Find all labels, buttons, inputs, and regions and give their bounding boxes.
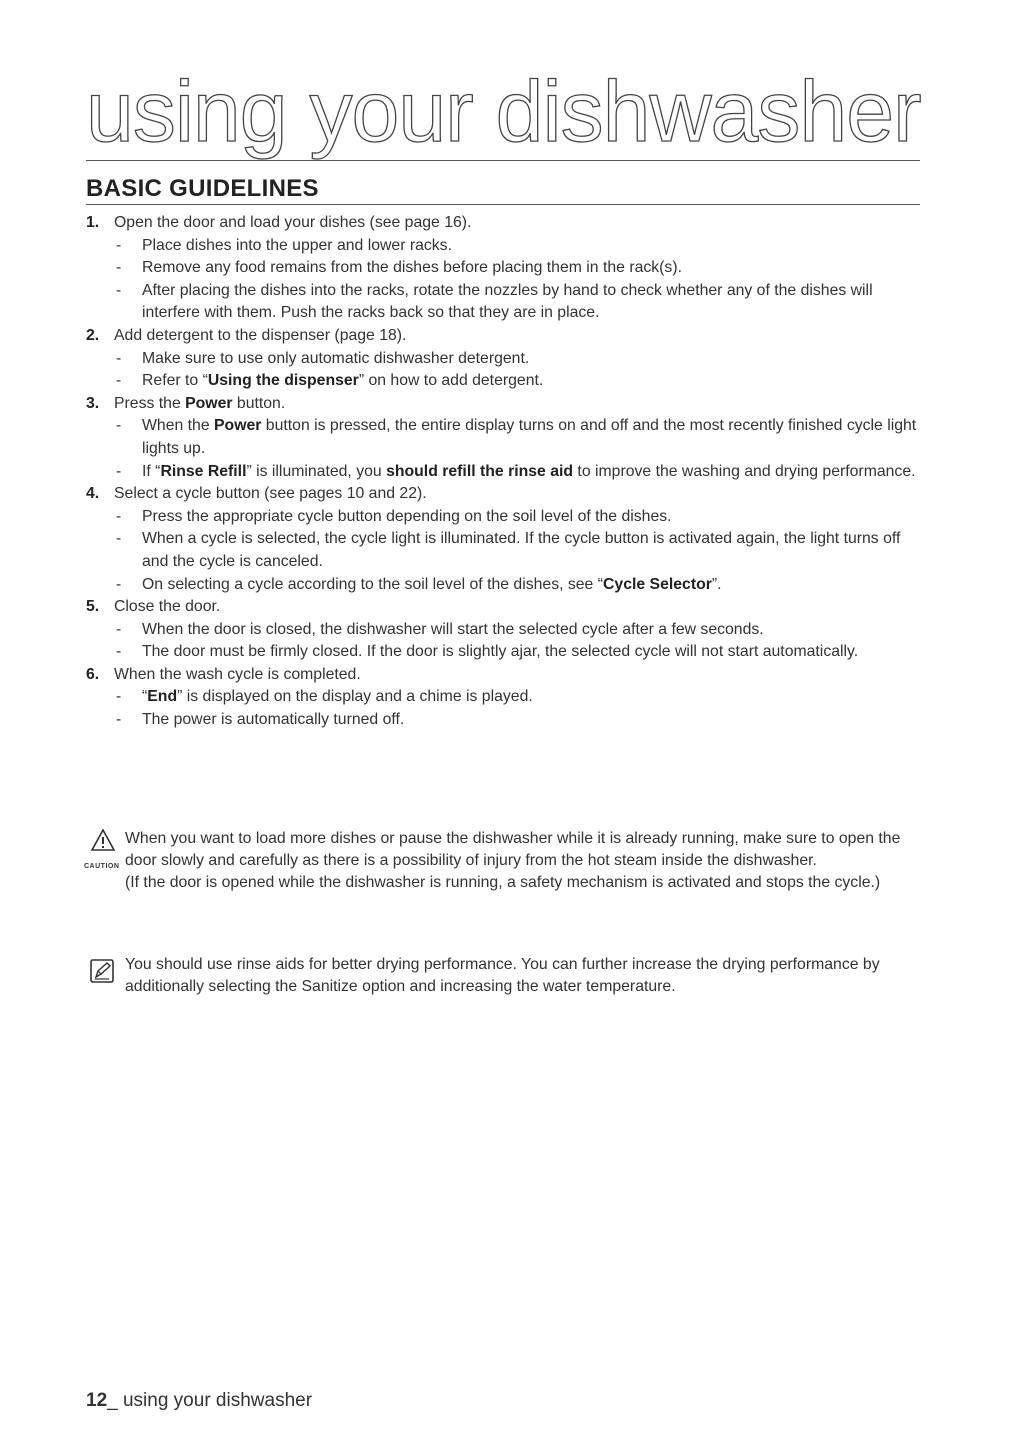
sub-item: - When a cycle is selected, the cycle light is illuminated. If the cycle button is activated again, the light turns off and the cycle is canceled. — [116, 530, 901, 570]
sub-item: - On selecting a cycle according to the soil level of the dishes, see “Cycle Selector”. — [116, 575, 722, 593]
sub-item: - The power is automatically turned off. — [116, 711, 405, 729]
section-title: BASIC GUIDELINES — [86, 175, 319, 202]
sub-item: - When the door is closed, the dishwasher will start the selected cycle after a few seconds. — [116, 620, 764, 638]
step-text: Close the door. — [114, 598, 221, 616]
section-divider — [86, 204, 920, 205]
sub-item: - The door must be firmly closed. If the door is slightly ajar, the selected cycle will not start automatically. — [116, 643, 859, 661]
page-footer — [86, 1390, 312, 1412]
note-block — [86, 954, 926, 998]
step-3 — [86, 393, 926, 483]
sub-item: - After placing the dishes into the racks, rotate the nozzles by hand to check whether any of the dishes will interfere with them. Push the racks back so that they are in place. — [116, 281, 873, 322]
caution-icon — [86, 828, 122, 868]
sub-item: - Make sure to use only automatic dishwasher detergent. — [116, 349, 530, 367]
step-text: When the wash cycle is completed. — [114, 665, 361, 683]
sub-item: - Remove any food remains from the dishes before placing them in the rack(s). — [116, 259, 682, 277]
caution-text: When you want to load more dishes or pause the dishwasher while it is already running, make sure to open the door slowly and carefully as there is a possibility of injury from the hot steam inside the dishwasher. — [125, 830, 901, 869]
chapter-title: using your dishwasher — [86, 64, 921, 160]
step-1 — [86, 212, 926, 325]
step-2 — [86, 325, 926, 393]
sub-item: - If “Rinse Refill” is illuminated, you should refill the rinse aid to improve the washing and drying performance. — [116, 462, 916, 480]
steps-list — [86, 212, 926, 732]
step-5 — [86, 596, 926, 664]
step-text: Open the door and load your dishes (see page 16). — [114, 214, 472, 231]
sub-item: - Press the appropriate cycle button depending on the soil level of the dishes. — [116, 507, 672, 525]
note-icon — [88, 957, 116, 992]
sub-item: - “End” is displayed on the display and a chime is played. — [116, 688, 533, 706]
step-4 — [86, 483, 926, 596]
footer-text: _ using your dishwasher — [107, 1390, 313, 1411]
sub-item: - Place dishes into the upper and lower racks. — [116, 236, 452, 254]
note-text: You should use rinse aids for better drying performance. You can further increase the drying performance by additionally selecting the Sanitize option and increasing the water temperature. — [125, 956, 880, 995]
step-number: 2. — [86, 326, 100, 344]
step-number: 3. — [86, 394, 100, 412]
step-number: 4. — [86, 485, 100, 503]
caution-text-secondary: (If the door is opened while the dishwasher is running, a safety mechanism is activated and stops the cycle.) — [125, 873, 881, 891]
sub-item: - Refer to “Using the dispenser” on how to add detergent. — [116, 372, 544, 390]
page-number: 12 — [86, 1390, 108, 1411]
step-text: Add detergent to the dispenser (page 18). — [114, 326, 407, 344]
step-number: 6. — [86, 665, 100, 683]
step-text: Press the Power button. — [114, 394, 286, 412]
caution-block — [86, 828, 926, 893]
step-text: Select a cycle button (see pages 10 and 22). — [114, 485, 427, 503]
step-number: 1. — [86, 214, 100, 231]
step-6 — [86, 664, 926, 732]
caution-label: CAUTION — [84, 863, 120, 870]
sub-item: - When the Power button is pressed, the entire display turns on and off and the most recently finished cycle light lights up. — [116, 417, 917, 457]
step-number: 5. — [86, 598, 100, 616]
chapter-divider — [86, 160, 920, 161]
